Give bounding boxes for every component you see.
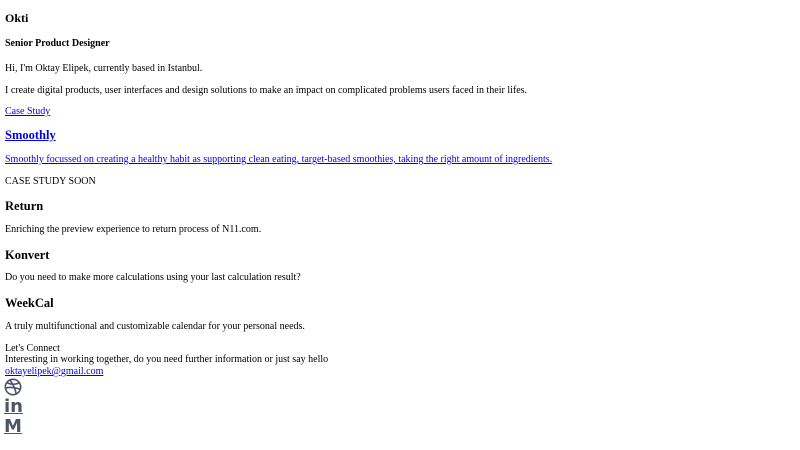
- project-description-return: Enriching the preview experience to return process of N11.com.: [5, 224, 262, 235]
- project-title-return: Return: [5, 199, 44, 213]
- case-study-link[interactable]: Case Study: [5, 106, 51, 117]
- project-description-konvert: Do you need to make more calculations using your last calculation result?: [5, 272, 301, 283]
- intro-description: I create digital products, user interfaces and design solutions to make an impact on complicated problems users faced in their lifes.: [5, 85, 528, 96]
- project-description-smoothly[interactable]: Smoothly focussed on creating a healthy habit as supporting clean eating, target-based smoothies, taking the right amount of ingredients.: [5, 154, 553, 165]
- email-link[interactable]: oktayelipek@gmail.com: [5, 366, 104, 377]
- connect-heading: Let's Connect: [5, 343, 60, 354]
- intro-greeting: Hi, I'm Oktay Elipek, currently based in Istanbul.: [5, 63, 203, 74]
- project-title-konvert: Konvert: [5, 248, 50, 262]
- dribbble-icon[interactable]: [4, 378, 24, 396]
- project-description-weekcal: A truly multifunctional and customizable calendar for your personal needs.: [5, 321, 305, 332]
- site-logo[interactable]: Okti: [5, 11, 29, 25]
- linkedin-icon[interactable]: in: [4, 396, 23, 417]
- connect-description: Interesting in working together, do you need further information or just say hello: [5, 354, 329, 365]
- medium-icon[interactable]: M: [4, 416, 22, 437]
- project-title-weekcal: WeekCal: [5, 296, 54, 310]
- case-study-soon-label: CASE STUDY SOON: [5, 176, 96, 187]
- role-heading: Senior Product Designer: [5, 38, 110, 49]
- project-title-smoothly[interactable]: Smoothly: [5, 128, 56, 142]
